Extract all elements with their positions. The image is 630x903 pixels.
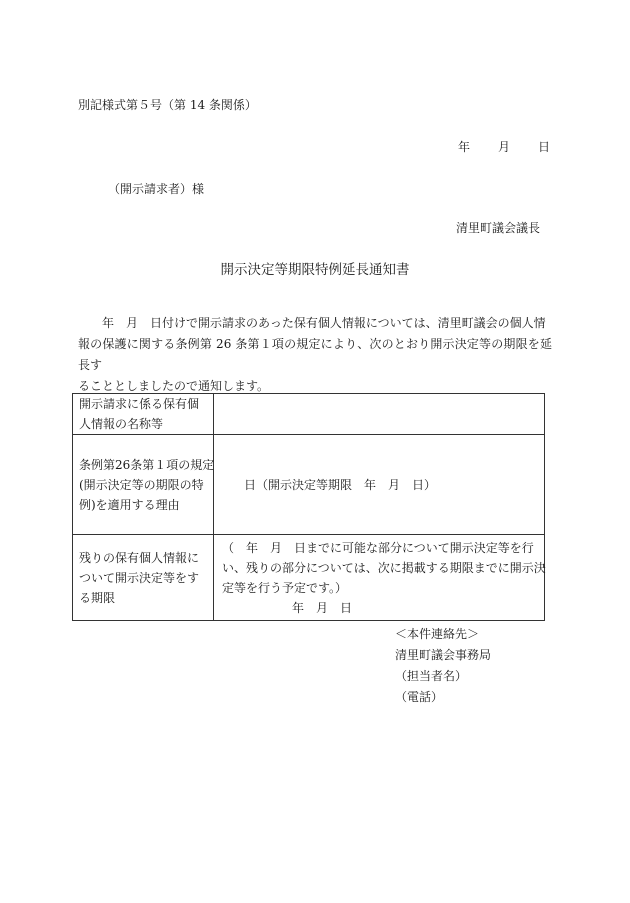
notice-body: [78, 313, 552, 397]
date-day-label: 日: [537, 140, 550, 154]
sender: 清里町議会議長: [455, 221, 540, 235]
body-line-1: 年 月 日付けで開示請求のあった保有個人情報については、清里町議会の個人情: [78, 316, 546, 330]
body-line-2: 報の保護に関する条例第 26 条第１項の規定により、次のとおり開示決定等の期限を延長す: [78, 337, 552, 372]
table-row: [73, 535, 545, 621]
row-value-information-name: [214, 394, 545, 435]
row-label-reason: 条例第26条第１項の規定 (開示決定等の期限の特 例)を適用する理由: [73, 435, 214, 535]
extension-details-table: [72, 393, 545, 621]
body-line-3: ることとしましたので通知します。: [78, 379, 270, 393]
contact-office: 清里町議会事務局: [395, 648, 492, 662]
row-value-remaining-deadline: （ 年 月 日までに可能な部分について開示決定等を行 い、残りの部分については、次に掲載する期限までに開示決 定等を行う予定です。） 年 月 日: [214, 535, 545, 621]
date-month-label: 月: [497, 140, 510, 154]
row-label-remaining-deadline: 残りの保有個人情報に ついて開示決定等をす る期限: [73, 535, 214, 621]
table-row: [73, 394, 545, 435]
document-title: 開示決定等期限特例延長通知書: [220, 262, 410, 278]
contact-heading: ＜本件連絡先＞: [395, 627, 480, 641]
addressee: （開示請求者）様: [108, 182, 205, 196]
contact-block: [395, 624, 491, 708]
form-number: 別記様式第５号（第 14 条関係）: [78, 98, 257, 112]
issue-date: [458, 138, 550, 155]
row-label-information-name: 開示請求に係る保有個 人情報の名称等: [73, 394, 214, 435]
contact-phone: （電話）: [395, 690, 444, 704]
row-value-reason: 日（開示決定等期限 年 月 日）: [214, 435, 545, 535]
contact-person: （担当者名）: [395, 669, 468, 683]
table-row: [73, 435, 545, 535]
date-year-label: 年: [457, 140, 470, 154]
